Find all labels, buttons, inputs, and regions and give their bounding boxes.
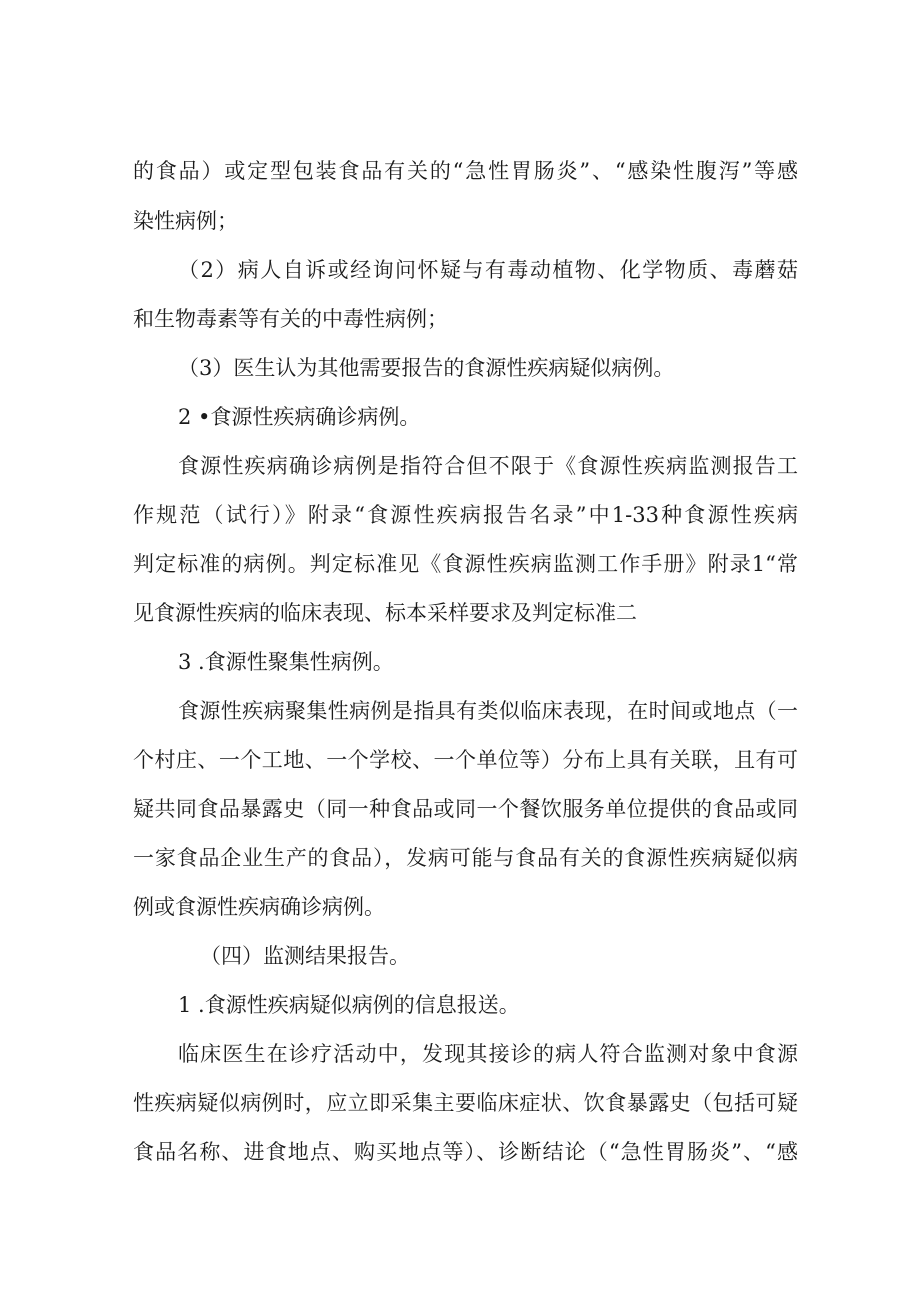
text-line: 见食源性疾病的临床表现、标本采样要求及判定标准二 — [133, 601, 637, 625]
section-heading: 1 .食源性疾病疑似病例的信息报送。 — [178, 993, 520, 1017]
text-line: 一家食品企业生产的食品），发病可能与食品有关的食源性疾病疑似病 — [133, 846, 798, 870]
text-line: 食源性疾病聚集性病例是指具有类似临床表现，在时间或地点（一 — [178, 699, 798, 723]
text-line: 食源性疾病确诊病例是指符合但不限于《食源性疾病监测报告工 — [178, 454, 798, 478]
text-line: 食品名称、进食地点、购买地点等）、诊断结论（“急性胃肠炎”、“感 — [133, 1140, 798, 1164]
text-line: （3）医生认为其他需要报告的食源性疾病疑似病例。 — [178, 356, 675, 380]
section-heading: 3 .食源性聚集性病例。 — [178, 650, 394, 674]
text-line: 疑共同食品暴露史（同一种食品或同一个餐饮服务单位提供的食品或同 — [133, 797, 798, 821]
text-line: 和生物毒素等有关的中毒性病例； — [133, 307, 448, 331]
section-heading: （四）监测结果报告。 — [200, 944, 410, 968]
text-line: （2）病人自诉或经询问怀疑与有毒动植物、化学物质、毒蘑菇 — [178, 258, 798, 282]
text-line: 判定标准的病例。判定标准见《食源性疾病监测工作手册》附录1“常 — [133, 552, 798, 576]
text-line: 作规范（试行）》附录“食源性疾病报告名录”中1-33种食源性疾病 — [133, 503, 798, 527]
text-line: 性疾病疑似病例时，应立即采集主要临床症状、饮食暴露史（包括可疑 — [133, 1091, 798, 1115]
text-line: 个村庄、一个工地、一个学校、一个单位等）分布上具有关联，且有可 — [133, 748, 798, 772]
text-line: 的食品）或定型包装食品有关的“急性胃肠炎”、“感染性腹泻”等感 — [133, 159, 798, 183]
text-line: 临床医生在诊疗活动中，发现其接诊的病人符合监测对象中食源 — [178, 1042, 798, 1066]
text-line: 染性病例； — [133, 209, 238, 233]
text-line: 例或食源性疾病确诊病例。 — [133, 895, 385, 919]
section-heading: 2 •食源性疾病确诊病例。 — [178, 405, 421, 429]
